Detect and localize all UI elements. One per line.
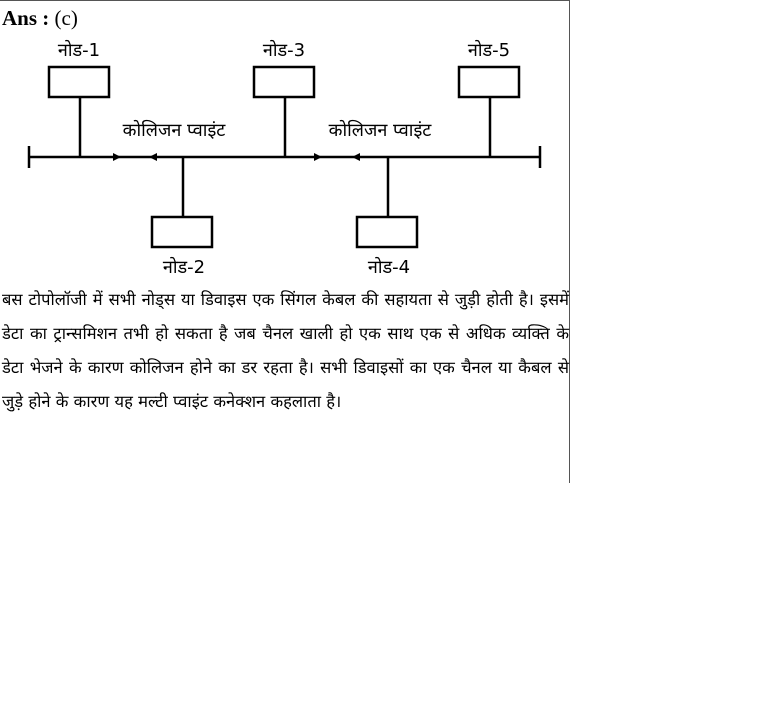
node-3-label: नोड-3 — [262, 40, 306, 61]
node-3-box — [254, 67, 314, 97]
signal-arrow-right-1 — [113, 153, 121, 161]
signal-arrow-left-1 — [149, 153, 157, 161]
signal-arrow-left-2 — [352, 153, 360, 161]
collision-point-label-2: कोलिजन प्वाइंट — [328, 120, 432, 141]
answer-label: Ans : — [2, 6, 50, 30]
node-2-box — [152, 217, 212, 247]
node-1-label: नोड-1 — [57, 40, 101, 61]
node-2-label: नोड-2 — [162, 257, 206, 278]
node-4-box — [357, 217, 417, 247]
node-1-box — [49, 67, 109, 97]
node-5-box — [459, 67, 519, 97]
signal-arrow-right-2 — [314, 153, 322, 161]
bus-topology-diagram — [0, 0, 570, 285]
node-4-label: नोड-4 — [367, 257, 411, 278]
collision-point-label-1: कोलिजन प्वाइंट — [122, 120, 226, 141]
node-5-label: नोड-5 — [467, 40, 511, 61]
answer-option: (c) — [54, 6, 78, 30]
explanation-text: बस टोपोलॉजी में सभी नोड्स या डिवाइस एक सिंगल केबल की सहायता से जुड़ी होती है। इसमें डेटा का ट्रान्समिशन तभी हो सकता है जब चैनल खाली हो एक साथ एक से अधिक व्यक्ति के डेटा भेजने के कारण कोलिजन होने का डर रहता है। सभी डिवाइसों का एक चैनल या कैबल से जुड़े होने के कारण यह मल्टी प्वाइंट कनेक्शन कहलाता है। — [2, 290, 569, 411]
